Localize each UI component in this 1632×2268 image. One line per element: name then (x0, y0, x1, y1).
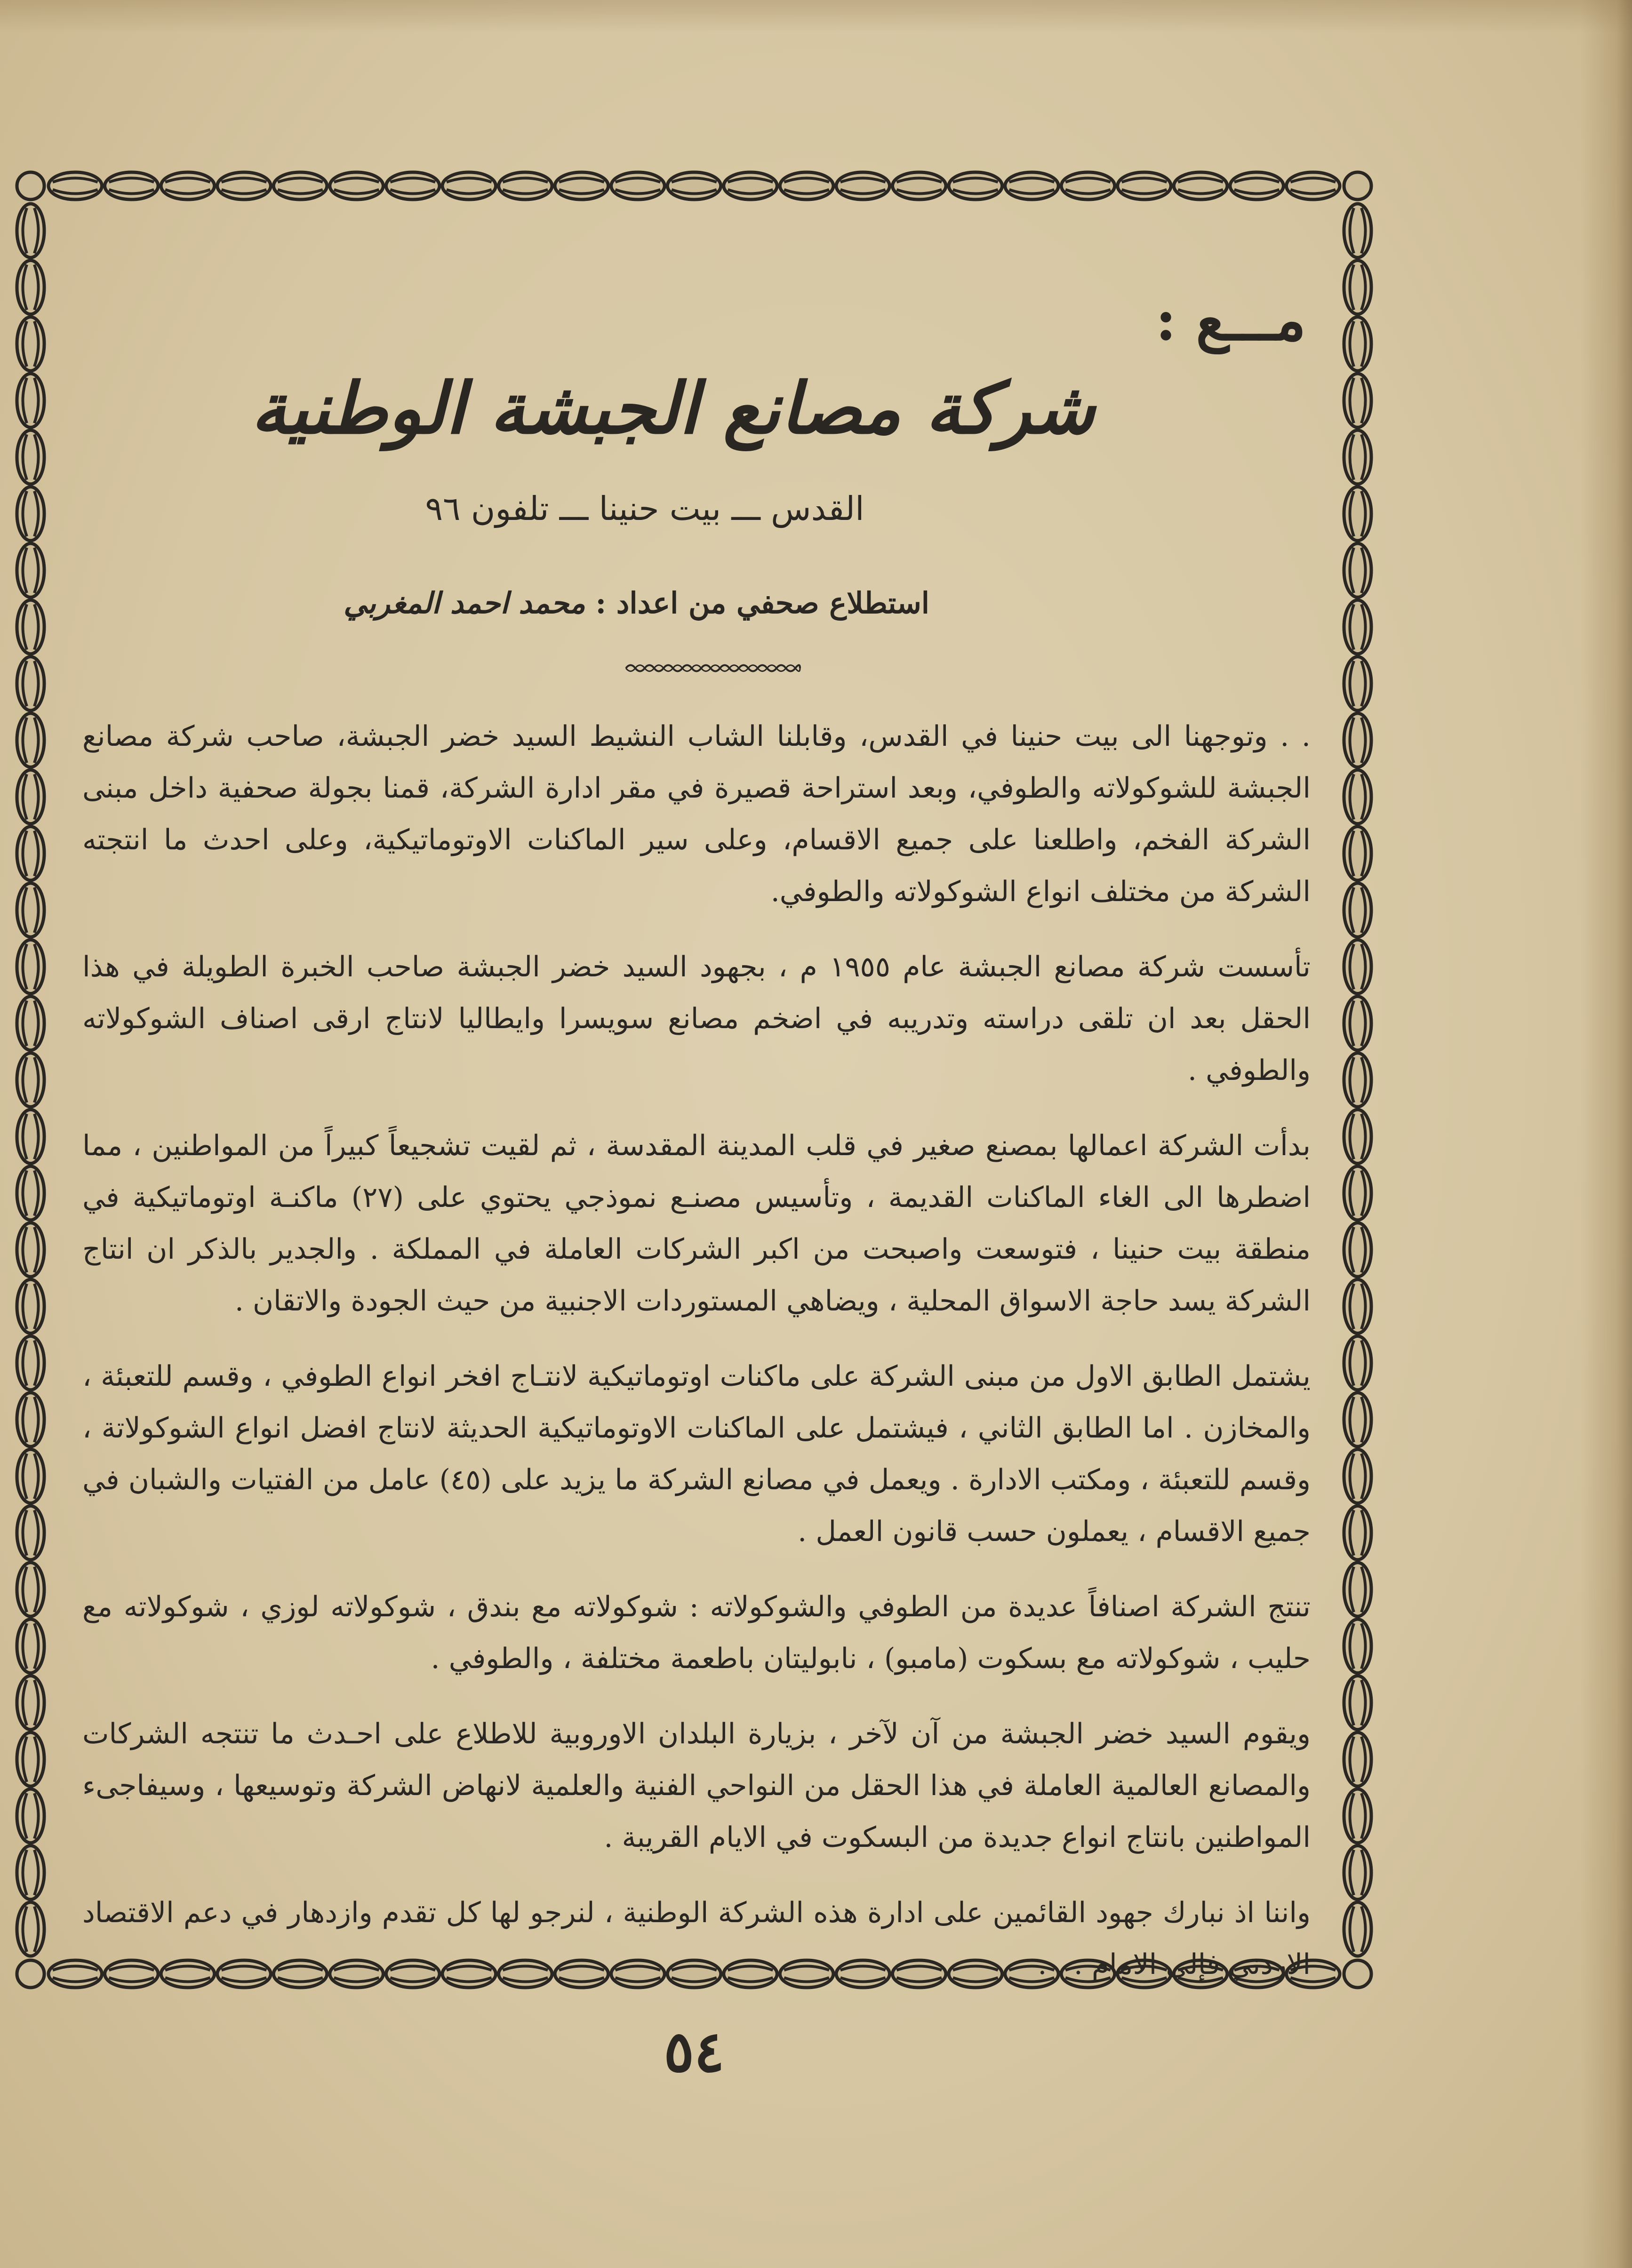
rope-link (17, 1110, 44, 1163)
rope-link (442, 172, 496, 200)
rope-link (386, 172, 440, 200)
rope-link (1344, 827, 1371, 880)
rope-link (1344, 883, 1371, 937)
rope-link (17, 713, 44, 767)
rope-link (217, 172, 271, 200)
rope-link (1118, 172, 1171, 200)
paragraph: . . وتوجهنا الى بيت حنينا في القدس، وقابلنا الشاب النشيط السيد خضر الجبشة، صاحب شركة مصانع الجبشة للشوكولاته والطوفي، وبعد استراحة قصيرة في مقر ادارة الشركة، قمنا بجولة صحفية داخل مبنى الشركة الفخم، واطلعنا على جميع الاقسام، وعلى سير الماكنات الاوتوماتيكية، وعلى احدث ما انتجته الشركة من مختلف انواع الشوكولاته والطوفي. (82, 720, 1311, 908)
rope-link (1344, 1676, 1371, 1729)
rope-link (1344, 1619, 1371, 1673)
header-label: مـــع : (1155, 287, 1306, 353)
rope-link (1344, 1166, 1371, 1220)
rope-link (17, 260, 44, 314)
rope-link (17, 1449, 44, 1503)
rope-link (17, 1279, 44, 1333)
rope-link (1344, 657, 1371, 711)
paper-edge-top (0, 0, 1632, 33)
byline (344, 586, 929, 620)
rope-link (17, 1053, 44, 1107)
article-title: شركة مصانع الجبشة الوطنية (251, 367, 1095, 450)
rope-link (1230, 172, 1284, 200)
rope-link (17, 1223, 44, 1277)
rope-link (1174, 172, 1227, 200)
rope-link (1344, 713, 1371, 767)
rope-link (1344, 1902, 1371, 1956)
rope-link (17, 1393, 44, 1446)
rope-corner (1344, 172, 1371, 200)
rope-link (1344, 1110, 1371, 1163)
rope-link (555, 172, 608, 200)
paragraph: واننا اذ نبارك جهود القائمين على ادارة هذه الشركة الوطنية ، لنرجو لها كل تقدم وازدهار في دعم الاقتصاد الاردني فإلى الامام . . . (82, 1896, 1311, 1981)
article (82, 245, 1320, 1981)
rope-link (17, 657, 44, 711)
rope-link (17, 317, 44, 371)
rope-link (17, 600, 44, 654)
rope-link (1344, 1789, 1371, 1843)
rope-link (1344, 1053, 1371, 1107)
rope-link (1005, 172, 1059, 200)
rope-link (836, 172, 890, 200)
rope-link (17, 374, 44, 427)
rope-link (1344, 940, 1371, 993)
paragraph: ويقوم السيد خضر الجبشة من آن لآخر ، بزيارة البلدان الاوروبية للاطلاع على احـدث ما تنتجه الشركات والمصانع العالمية العاملة في هذا الحقل من النواحي الفنية والعلمية لانهاض الشركة وتوسيعها ، وسيفاجىء المواطنين بانتاج انواع جديدة من البسكوت في الايام القريبة . (82, 1717, 1311, 1854)
rope-link (780, 172, 833, 200)
paper-edge-right (1580, 0, 1632, 2268)
rope-link (161, 172, 215, 200)
rope-link (1344, 770, 1371, 823)
rope-corner (1344, 1960, 1371, 1988)
paragraph: تنتج الشركة اصنافاً عديدة من الطوفي والشوكولاته : شوكولاته مع بندق ، شوكولاته لوزي ، شوكولاته مع حليب ، شوكولاته مع بسكوت (مامبو) ، نابوليتان باطعمة مختلفة ، والطوفي . (82, 1590, 1311, 1675)
rope-link (330, 172, 384, 200)
rope-link (1344, 600, 1371, 654)
rope-link (892, 172, 946, 200)
rope-link (17, 204, 44, 257)
rope-link (17, 1789, 44, 1843)
rope-link (1344, 260, 1371, 314)
rope-link (1344, 317, 1371, 371)
rope-link (1344, 997, 1371, 1050)
rope-link (17, 543, 44, 597)
rope-link (1344, 543, 1371, 597)
paragraph: بدأت الشركة اعمالها بمصنع صغير في قلب المدينة المقدسة ، ثم لقيت تشجيعاً كبيراً من المواطنين ، مما اضطرها الى الغاء الماكنات القديمة ، وتأسيس مصنـع نموذجي يحتوي على (٢٧) ماكنـة اوتوماتيكية في منطقة بيت حنينا ، فتوسعت واصبحت من اكبر الشركات العاملة في المملكة . والجدير بالذكر ان انتاج الشركة يسد حاجة الاسواق المحلية ، ويضاهي المستوردات الاجنبية من حيث الجودة والاتقان . (82, 1129, 1311, 1318)
rope-link (273, 172, 327, 200)
rope-link (1344, 1733, 1371, 1786)
article-body (82, 711, 1320, 2014)
rope-link (1344, 374, 1371, 427)
byline-prefix: استطلاع صحفي من اعداد : (595, 586, 929, 620)
rope-link (1061, 172, 1115, 200)
rope-link (667, 172, 721, 200)
rope-link (17, 770, 44, 823)
page-number: ٥٤ (664, 2019, 725, 2085)
rope-link (17, 997, 44, 1050)
rope-link (949, 172, 1002, 200)
rope-link (611, 172, 665, 200)
rope-link (1344, 430, 1371, 484)
ornament-divider (624, 661, 802, 675)
rope-link (1344, 1563, 1371, 1616)
rope-link (17, 1902, 44, 1956)
rope-link (1344, 1223, 1371, 1277)
rope-link (17, 883, 44, 937)
rope-link (48, 172, 102, 200)
rope-link (17, 1676, 44, 1729)
rope-link (17, 1506, 44, 1559)
rope-link (17, 1845, 44, 1899)
rope-corner (17, 172, 44, 200)
article-subtitle: القدس ـــ بيت حنينا ـــ تلفون ٩٦ (425, 489, 864, 528)
rope-link (1344, 1449, 1371, 1503)
rope-link (1344, 204, 1371, 257)
rope-link (17, 940, 44, 993)
rope-link (1344, 487, 1371, 541)
byline-author: محمد احمد المغربي (343, 586, 585, 620)
rope-corner (17, 1960, 44, 1988)
rope-link (17, 827, 44, 880)
rope-link (17, 1733, 44, 1786)
rope-link (17, 1619, 44, 1673)
rope-link (17, 430, 44, 484)
rope-link (105, 172, 159, 200)
rope-link (1344, 1393, 1371, 1446)
rope-link (17, 1563, 44, 1616)
rope-link (1344, 1845, 1371, 1899)
paragraph: تأسست شركة مصانع الجبشة عام ١٩٥٥ م ، بجهود السيد خضر الجبشة صاحب الخبرة الطويلة في هذا الحقل بعد ان تلقى دراسته وتدريبه في اضخم مصانع سويسرا وايطاليا لانتاج ارقى اصناف الشوكولاته والطوفي . (82, 950, 1311, 1087)
rope-link (1344, 1279, 1371, 1333)
rope-link (17, 1336, 44, 1390)
rope-link (17, 1166, 44, 1220)
rope-link (1344, 1506, 1371, 1559)
rope-link (724, 172, 777, 200)
paragraph: يشتمل الطابق الاول من مبنى الشركة على ماكنات اوتوماتيكية لانتـاج افخر انواع الطوفي ، وقسم للتعبئة ، والمخازن . اما الطابق الثاني ، فيشتمل على الماكنات الاوتوماتيكية الحديثة لانتاج افضل انواع الشوكولاتة ، وقسم للتعبئة ، ومكتب الادارة . ويعمل في مصانع الشركة ما يزيد على (٤٥) عامل من الفتيات والشبان في جميع الاقسام ، يعملون حسب قانون العمل . (82, 1360, 1311, 1548)
rope-link (499, 172, 552, 200)
rope-link (1286, 172, 1340, 200)
rope-link (1344, 1336, 1371, 1390)
